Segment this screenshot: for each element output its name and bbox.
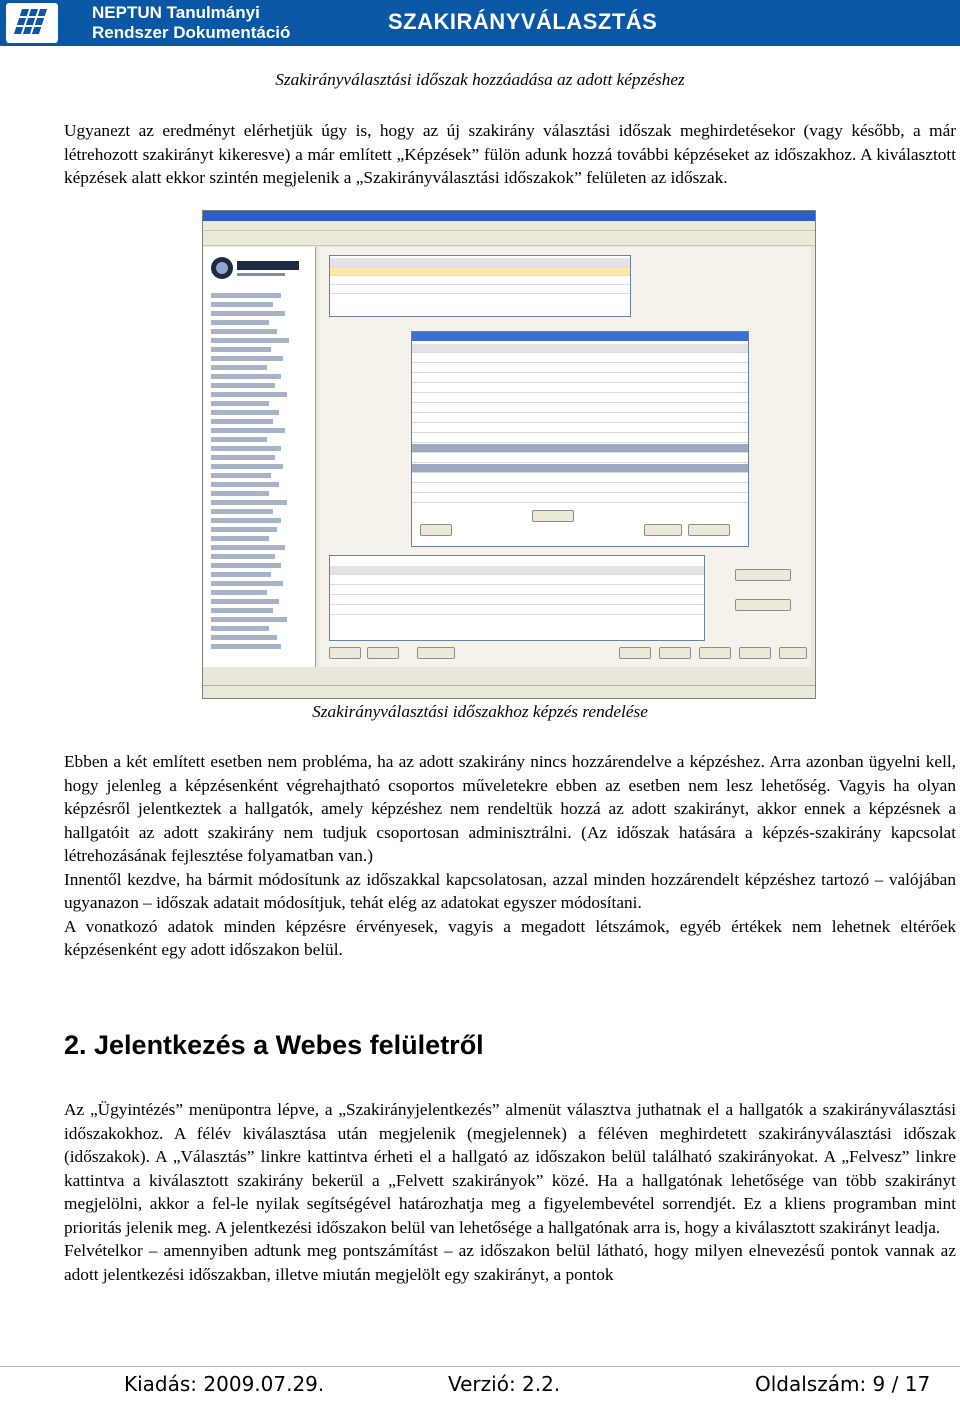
neptun-brand-icon: [209, 251, 309, 285]
figure-subtitle: Szakirányválasztási időszak hozzáadása az adott képzéshez: [275, 70, 685, 89]
intro-paragraph: Ugyanezt az eredményt elérhetjük úgy is, hogy az új szakirány választási időszak meghirdetésekor (vagy később, a már létrehozott szakirányt kikeresve) a már említett „Képzések” fülön adunk hozzá további képzéseket az időszakhoz. A kiválasztott képzések alatt ekkor szintén megjelenik a „Szakirányválasztási időszakok” felületen az időszak.: [64, 121, 956, 187]
section-paragraph: Felvételkor – amennyiben adtunk meg pontszámítást – az időszakon belül látható, hogy milyen elnevezésű pontok vannak az adott jelentkezési időszakban, illetve miután megjelölt egy szakirányt, a pontok: [64, 1241, 956, 1284]
application-screenshot: [202, 210, 816, 699]
screenshot-titlebar: [203, 211, 815, 221]
screenshot-menubar: [203, 221, 815, 231]
screenshot-toolbar: [203, 231, 815, 246]
footer-issued: Kiadás: 2009.07.29.: [124, 1372, 325, 1396]
body-text: [64, 750, 956, 962]
neptun-logo-icon: [6, 3, 58, 43]
screenshot-main-pane: [319, 247, 811, 667]
section-title: SZAKIRÁNYVÁLASZTÁS: [388, 9, 658, 34]
screenshot-period-list: [329, 255, 631, 317]
screenshot-remove-button: [735, 599, 791, 611]
screenshot-tree-panel: [203, 247, 316, 667]
section-paragraph: Az „Ügyintézés” menüpontra lépve, a „Szakirányjelentkezés” almenüt választva juthatnak el a hallgatók a szakirányválasztási időszakokhoz. A félév kiválasztása után megjelenik (megjelennek) a féléven meghirdetett szakirányválasztási időszak (időszakok). A „Választás” linkre kattintva érheti el a hallgató az időszakon belül található szakirányokat. A „Felvesz” linkre kattintva a kiválasztott szakirány bekerül a „Felvett szakirányok” közé. Ha a hallgatónak lehetősége van több szakirányt megjelölni, akkor a fel-le nyilak segítségével határozhatja meg a figyelembevétel sorrendjét. Ez a kliens programban mint prioritás jelenik meg. A jelentkezési időszakon belül van lehetősége a hallgatónak arra is, hogy a kiválasztott szakirányt leadja.: [64, 1100, 956, 1237]
brand-line-2: Rendszer Dokumentáció: [92, 23, 291, 42]
screenshot-statusbar: [203, 685, 815, 698]
footer-page-number: Oldalszám: 9 / 17: [755, 1372, 931, 1396]
screenshot-assigned-grid: [329, 555, 705, 641]
figure-caption: Szakirányválasztási időszakhoz képzés rendelése: [312, 702, 648, 721]
section-heading: 2. Jelentkezés a Webes felületről: [64, 1030, 484, 1060]
screenshot-training-dialog: [411, 331, 749, 547]
body-paragraph: Innentől kezdve, ha bármit módosítunk az időszakkal kapcsolatosan, azzal minden hozzárendelt képzéshez tartozó – valójában ugyanazon – időszak adatait módosítjuk, tehát elég az adatokat egyszer módosítani.: [64, 869, 956, 912]
page-header: [0, 0, 960, 46]
screenshot-add-button: [735, 569, 791, 581]
brand-title: [92, 3, 290, 43]
section-text: [64, 1098, 956, 1286]
body-paragraph: Ebben a két említett esetben nem probléma, ha az adott szakirány nincs hozzárendelve a képzéshez. Arra azonban ügyelni kell, hogy jelenleg a képzésenként végrehajtható csoportos műveletekre ebben az esetben nem lesz lehetőség. Vagyis ha olyan képzésről jelentkeztek a hallgatók, amely képzéshez nem rendeltük hozzá az adott szakirányt, akkor ennek a képzésnek a hallgatóit az adott szakirány nem tudjuk csoportosan adminisztrálni. (Az időszak hatására a képzés-szakirány kapcsolat létrehozásának fejlesztése folyamatban van.): [64, 752, 956, 865]
body-paragraph: A vonatkozó adatok minden képzésre érvényesek, vagyis a megadott létszámok, egyéb értékek nem lehetnek eltérőek képzésenként egy adott időszakon belül.: [64, 916, 956, 959]
footer-divider: [0, 1366, 960, 1367]
brand-line-1: NEPTUN Tanulmányi: [92, 3, 260, 22]
footer-version: Verzió: 2.2.: [448, 1372, 561, 1396]
